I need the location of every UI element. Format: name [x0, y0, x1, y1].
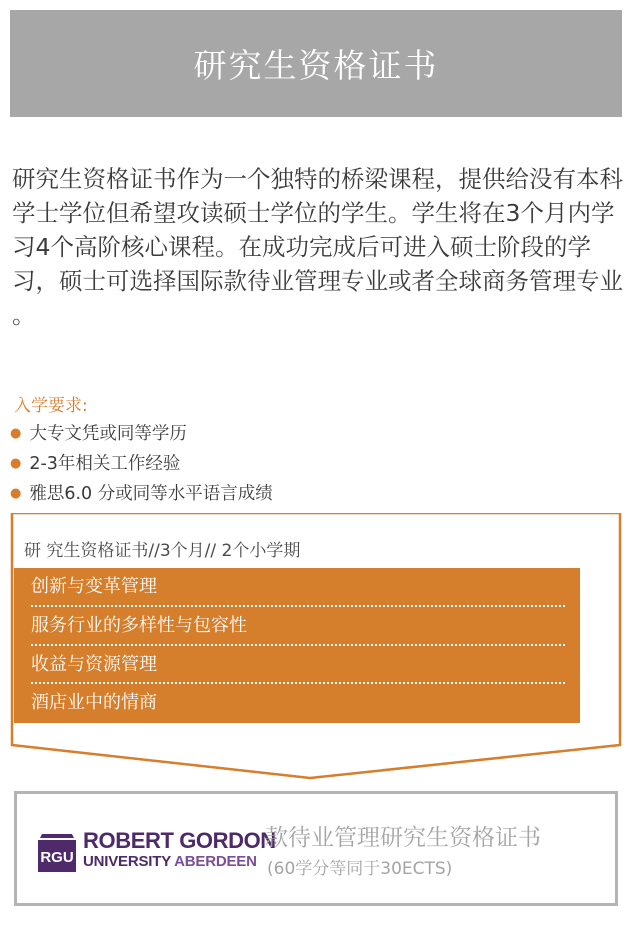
intro-paragraph: 研究生资格证书作为一个独特的桥梁课程，提供给没有本科学士学位但希望攻读硕士学位的学生。学生将在3个月内学习4个高阶核心课程。在成功完成后可进入硕士阶段的学习，硕士可选择国际款待业管理专业或者全球商务管理专业 。	[12, 165, 623, 329]
outcome-box	[14, 791, 618, 906]
page-title: 研究生资格证书	[193, 46, 439, 85]
requirements-list	[10, 419, 273, 509]
requirement-item: ● 2-3年相关工作经验	[10, 449, 273, 479]
university-name: ROBERT GORDON UNIVERSITY ABERDEEN	[83, 828, 276, 870]
title-banner	[10, 10, 622, 117]
rgu-logo-icon	[36, 832, 78, 874]
course-item: 收益与资源管理	[14, 646, 580, 685]
svg-text:RGU: RGU	[40, 849, 74, 866]
course-item: 服务行业的多样性与包容性	[14, 607, 580, 646]
course-item: 酒店业中的情商	[31, 692, 157, 714]
requirements-title: 入学要求:	[14, 396, 88, 416]
certificate-credits: (60学分等同于30ECTS)	[267, 859, 453, 879]
course-list	[14, 568, 580, 723]
certificate-name: 款待业管理研究生资格证书	[265, 825, 541, 851]
course-item: 创新与变革管理	[14, 568, 580, 607]
requirement-item: ● 雅思6.0 分或同等水平语言成绩	[10, 479, 273, 509]
bullet-icon: ●	[10, 456, 22, 471]
program-header: 研 究生资格证书//3个月// 2个小学期	[24, 541, 301, 561]
bullet-icon: ●	[10, 486, 22, 501]
bullet-icon: ●	[10, 426, 22, 441]
requirement-item: ● 大专文凭或同等学历	[10, 419, 273, 449]
